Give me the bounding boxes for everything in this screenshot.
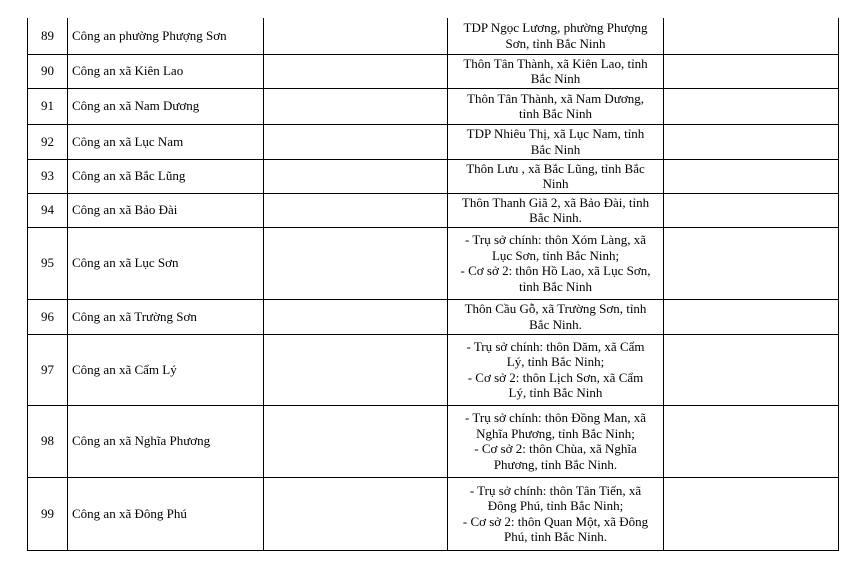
address-line: Bắc Ninh [530,141,581,157]
empty-cell [664,159,839,193]
empty-cell [264,88,448,124]
row-number: 94 [28,193,68,227]
empty-cell [664,227,839,299]
address-line: Phú, tỉnh Bắc Ninh. [504,529,607,544]
address-line: Thôn Tân Thành, xã Kiên Lao, tỉnh [463,55,648,71]
unit-address [448,299,664,334]
table-row [28,299,839,334]
address-line: Bắc Ninh [530,71,581,86]
unit-address [448,477,664,550]
unit-name: Công an phường Phượng Sơn [68,18,264,54]
table-row [28,405,839,477]
empty-cell [664,88,839,124]
row-number: 97 [28,334,68,405]
address-line: Bắc Ninh. [529,316,582,332]
row-number: 90 [28,54,68,88]
empty-cell [664,405,839,477]
empty-cell [664,54,839,88]
address-line: Ninh [542,176,569,191]
empty-cell [264,124,448,159]
row-number: 95 [28,227,68,299]
table-row [28,227,839,299]
unit-address [448,18,664,54]
row-number: 92 [28,124,68,159]
unit-address [448,88,664,124]
unit-name: Công an xã Lục Nam [68,124,264,159]
row-number: 93 [28,159,68,193]
address-line: Thôn Lưu , xã Bắc Lũng, tỉnh Bắc [466,160,645,176]
address-line: Nghĩa Phương, tỉnh Bắc Ninh; [476,425,635,441]
police-stations-table [27,18,839,551]
empty-cell [264,159,448,193]
address-line: Thôn Tân Thành, xã Nam Dương, [467,90,644,106]
address-line: - Cơ sở 2: thôn Chùa, xã Nghĩa [474,441,637,456]
empty-cell [664,334,839,405]
address-line: - Cơ sở 2: thôn Lịch Sơn, xã Cẩm [467,369,644,385]
table-row [28,159,839,193]
table-row [28,334,839,405]
empty-cell [664,124,839,159]
table-body [28,18,839,550]
row-number: 89 [28,18,68,54]
unit-name: Công an xã Bảo Đài [68,193,264,227]
empty-cell [264,299,448,334]
address-line: tỉnh Bắc Ninh [519,278,592,294]
empty-cell [264,54,448,88]
unit-address [448,124,664,159]
address-line: Thôn Cầu Gỗ, xã Trường Sơn, tỉnh [464,301,647,316]
row-number: 96 [28,299,68,334]
table-row [28,18,839,54]
address-line: - Trụ sở chính: thôn Dăm, xã Cẩm [466,338,645,354]
address-line: - Cơ sở 2: thôn Quan Một, xã Đông [462,513,649,529]
empty-cell [664,18,839,54]
empty-cell [264,193,448,227]
empty-cell [664,193,839,227]
unit-name: Công an xã Kiên Lao [68,54,264,88]
address-line: Bắc Ninh. [529,210,582,225]
unit-name: Công an xã Lục Sơn [68,227,264,299]
table-row [28,124,839,159]
table-row [28,193,839,227]
unit-name: Công an xã Đông Phú [68,477,264,550]
address-line: Lục Sơn, tỉnh Bắc Ninh; [491,247,620,263]
unit-name: Công an xã Cẩm Lý [68,334,264,405]
address-line: - Cơ sở 2: thôn Hồ Lao, xã Lục Sơn, [460,263,651,278]
address-line: TDP Nhiêu Thị, xã Lục Nam, tỉnh [466,126,645,141]
empty-cell [264,334,448,405]
address-line: - Trụ sở chính: thôn Xóm Làng, xã [465,232,646,247]
row-number: 91 [28,88,68,124]
unit-address [448,54,664,88]
address-line: Phương, tỉnh Bắc Ninh. [493,456,618,472]
address-line: TDP Ngọc Lương, phường Phượng [463,20,648,36]
unit-address [448,334,664,405]
address-line: Đông Phú, tỉnh Bắc Ninh; [487,498,624,513]
empty-cell [664,477,839,550]
unit-address [448,227,664,299]
address-line: - Trụ sở chính: thôn Đồng Man, xã [465,410,646,425]
unit-name: Công an xã Trường Sơn [68,299,264,334]
address-line: - Trụ sở chính: thôn Tân Tiến, xã [469,482,642,498]
unit-address [448,405,664,477]
address-line: Lý, tỉnh Bắc Ninh [508,385,603,400]
address-line: Lý, tỉnh Bắc Ninh; [506,354,605,369]
unit-name: Công an xã Nghĩa Phương [68,405,264,477]
table-row [28,477,839,550]
unit-name: Công an xã Bắc Lũng [68,159,264,193]
row-number: 99 [28,477,68,550]
empty-cell [264,477,448,550]
empty-cell [664,299,839,334]
table-row [28,54,839,88]
address-line: Sơn, tỉnh Bắc Ninh [505,35,606,51]
empty-cell [264,405,448,477]
empty-cell [264,227,448,299]
row-number: 98 [28,405,68,477]
empty-cell [264,18,448,54]
table-row [28,88,839,124]
address-line: tỉnh Bắc Ninh [519,106,592,121]
unit-address [448,193,664,227]
unit-address [448,159,664,193]
unit-name: Công an xã Nam Dương [68,88,264,124]
address-line: Thôn Thanh Giã 2, xã Bảo Đài, tỉnh [461,194,650,210]
